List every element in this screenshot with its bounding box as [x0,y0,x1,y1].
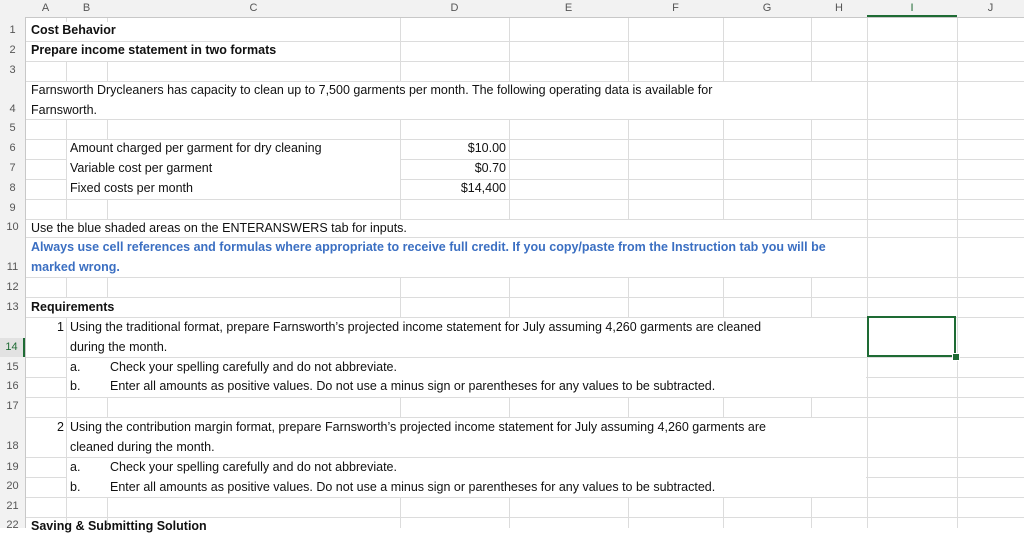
req2-b-text: Enter all amounts as positive values. Do not use a minus sign or parentheses for any values to be subtracted. [110,480,716,494]
sheet-subtitle: Prepare income statement in two formats [31,43,277,57]
req2-line2: cleaned during the month. [70,440,215,454]
instruction-text: Use the blue shaded areas on the ENTERANSWERS tab for inputs. [31,221,407,235]
column-header-f[interactable]: F [672,2,679,14]
row-header[interactable]: 5 [9,122,16,134]
sheet-title: Cost Behavior [31,23,116,37]
row-header[interactable]: 21 [6,500,19,512]
row-header[interactable]: 3 [9,64,16,76]
row-header[interactable]: 17 [6,400,19,412]
row-header[interactable]: 8 [9,182,16,194]
req2-b-label: b. [70,480,81,494]
selected-cell[interactable] [867,316,956,357]
row-header[interactable]: 11 [6,261,19,273]
column-header-g[interactable]: G [762,2,772,14]
column-header-i[interactable]: I [867,0,957,17]
req2-a-label: a. [70,460,81,474]
row-header[interactable]: 4 [9,103,16,115]
fill-handle[interactable] [952,353,960,361]
cut-off-heading: Saving & Submitting Solution [31,519,207,533]
req1-number: 1 [57,320,64,334]
warning-text-line2: marked wrong. [31,260,120,274]
req1-b-label: b. [70,379,81,393]
req2-line1: Using the contribution margin format, prepare Farnsworth’s projected income statement for July assuming 4,260 garments are [70,420,766,434]
column-header-c[interactable]: C [249,2,258,14]
row-header[interactable]: 9 [9,202,16,214]
column-header-e[interactable]: E [564,2,573,14]
row-header[interactable]: 10 [6,221,19,233]
row-header[interactable]: 15 [6,361,19,373]
row-header[interactable]: 19 [6,461,19,473]
row-header[interactable]: 13 [6,301,19,313]
row-header-selected[interactable]: 14 [0,338,25,357]
column-header-d[interactable]: D [450,2,459,14]
intro-text-line2: Farnsworth. [31,103,97,117]
req1-b-text: Enter all amounts as positive values. Do not use a minus sign or parentheses for any values to be subtracted. [110,379,716,393]
warning-text-line1: Always use cell references and formulas where appropriate to receive full credit. If you copy/paste from the Instruction tab you will be [31,240,826,254]
row-header[interactable]: 1 [9,24,16,36]
row-header[interactable]: 18 [6,440,19,452]
column-header-a[interactable]: A [41,2,50,14]
row-header[interactable]: 16 [6,380,19,392]
row-header[interactable]: 20 [6,480,19,492]
req1-a-label: a. [70,360,81,374]
column-header-h[interactable]: H [835,2,843,14]
row-header[interactable]: 6 [9,142,16,154]
req1-a-text: Check your spelling carefully and do not abbreviate. [110,360,397,374]
data-value: $14,400 [460,181,506,195]
row-header[interactable]: 2 [9,44,16,56]
intro-text-line1: Farnsworth Drycleaners has capacity to clean up to 7,500 garments per month. The following operating data is available for [31,83,713,97]
data-value: $0.70 [474,161,506,175]
data-label: Variable cost per garment [70,161,213,175]
requirements-heading: Requirements [31,300,115,314]
req1-line1: Using the traditional format, prepare Farnsworth’s projected income statement for July assuming 4,260 garments are cleaned [70,320,762,334]
data-label: Amount charged per garment for dry cleaning [70,141,322,155]
data-label: Fixed costs per month [70,181,193,195]
row-header[interactable]: 22 [6,519,19,531]
column-header-b[interactable]: B [82,2,91,14]
req2-a-text: Check your spelling carefully and do not abbreviate. [110,460,397,474]
column-header-j[interactable]: J [987,2,994,14]
data-value: $10.00 [467,141,506,155]
row-header[interactable]: 12 [6,281,19,293]
req1-line2: during the month. [70,340,168,354]
req2-number: 2 [57,420,64,434]
row-header[interactable]: 7 [9,162,16,174]
